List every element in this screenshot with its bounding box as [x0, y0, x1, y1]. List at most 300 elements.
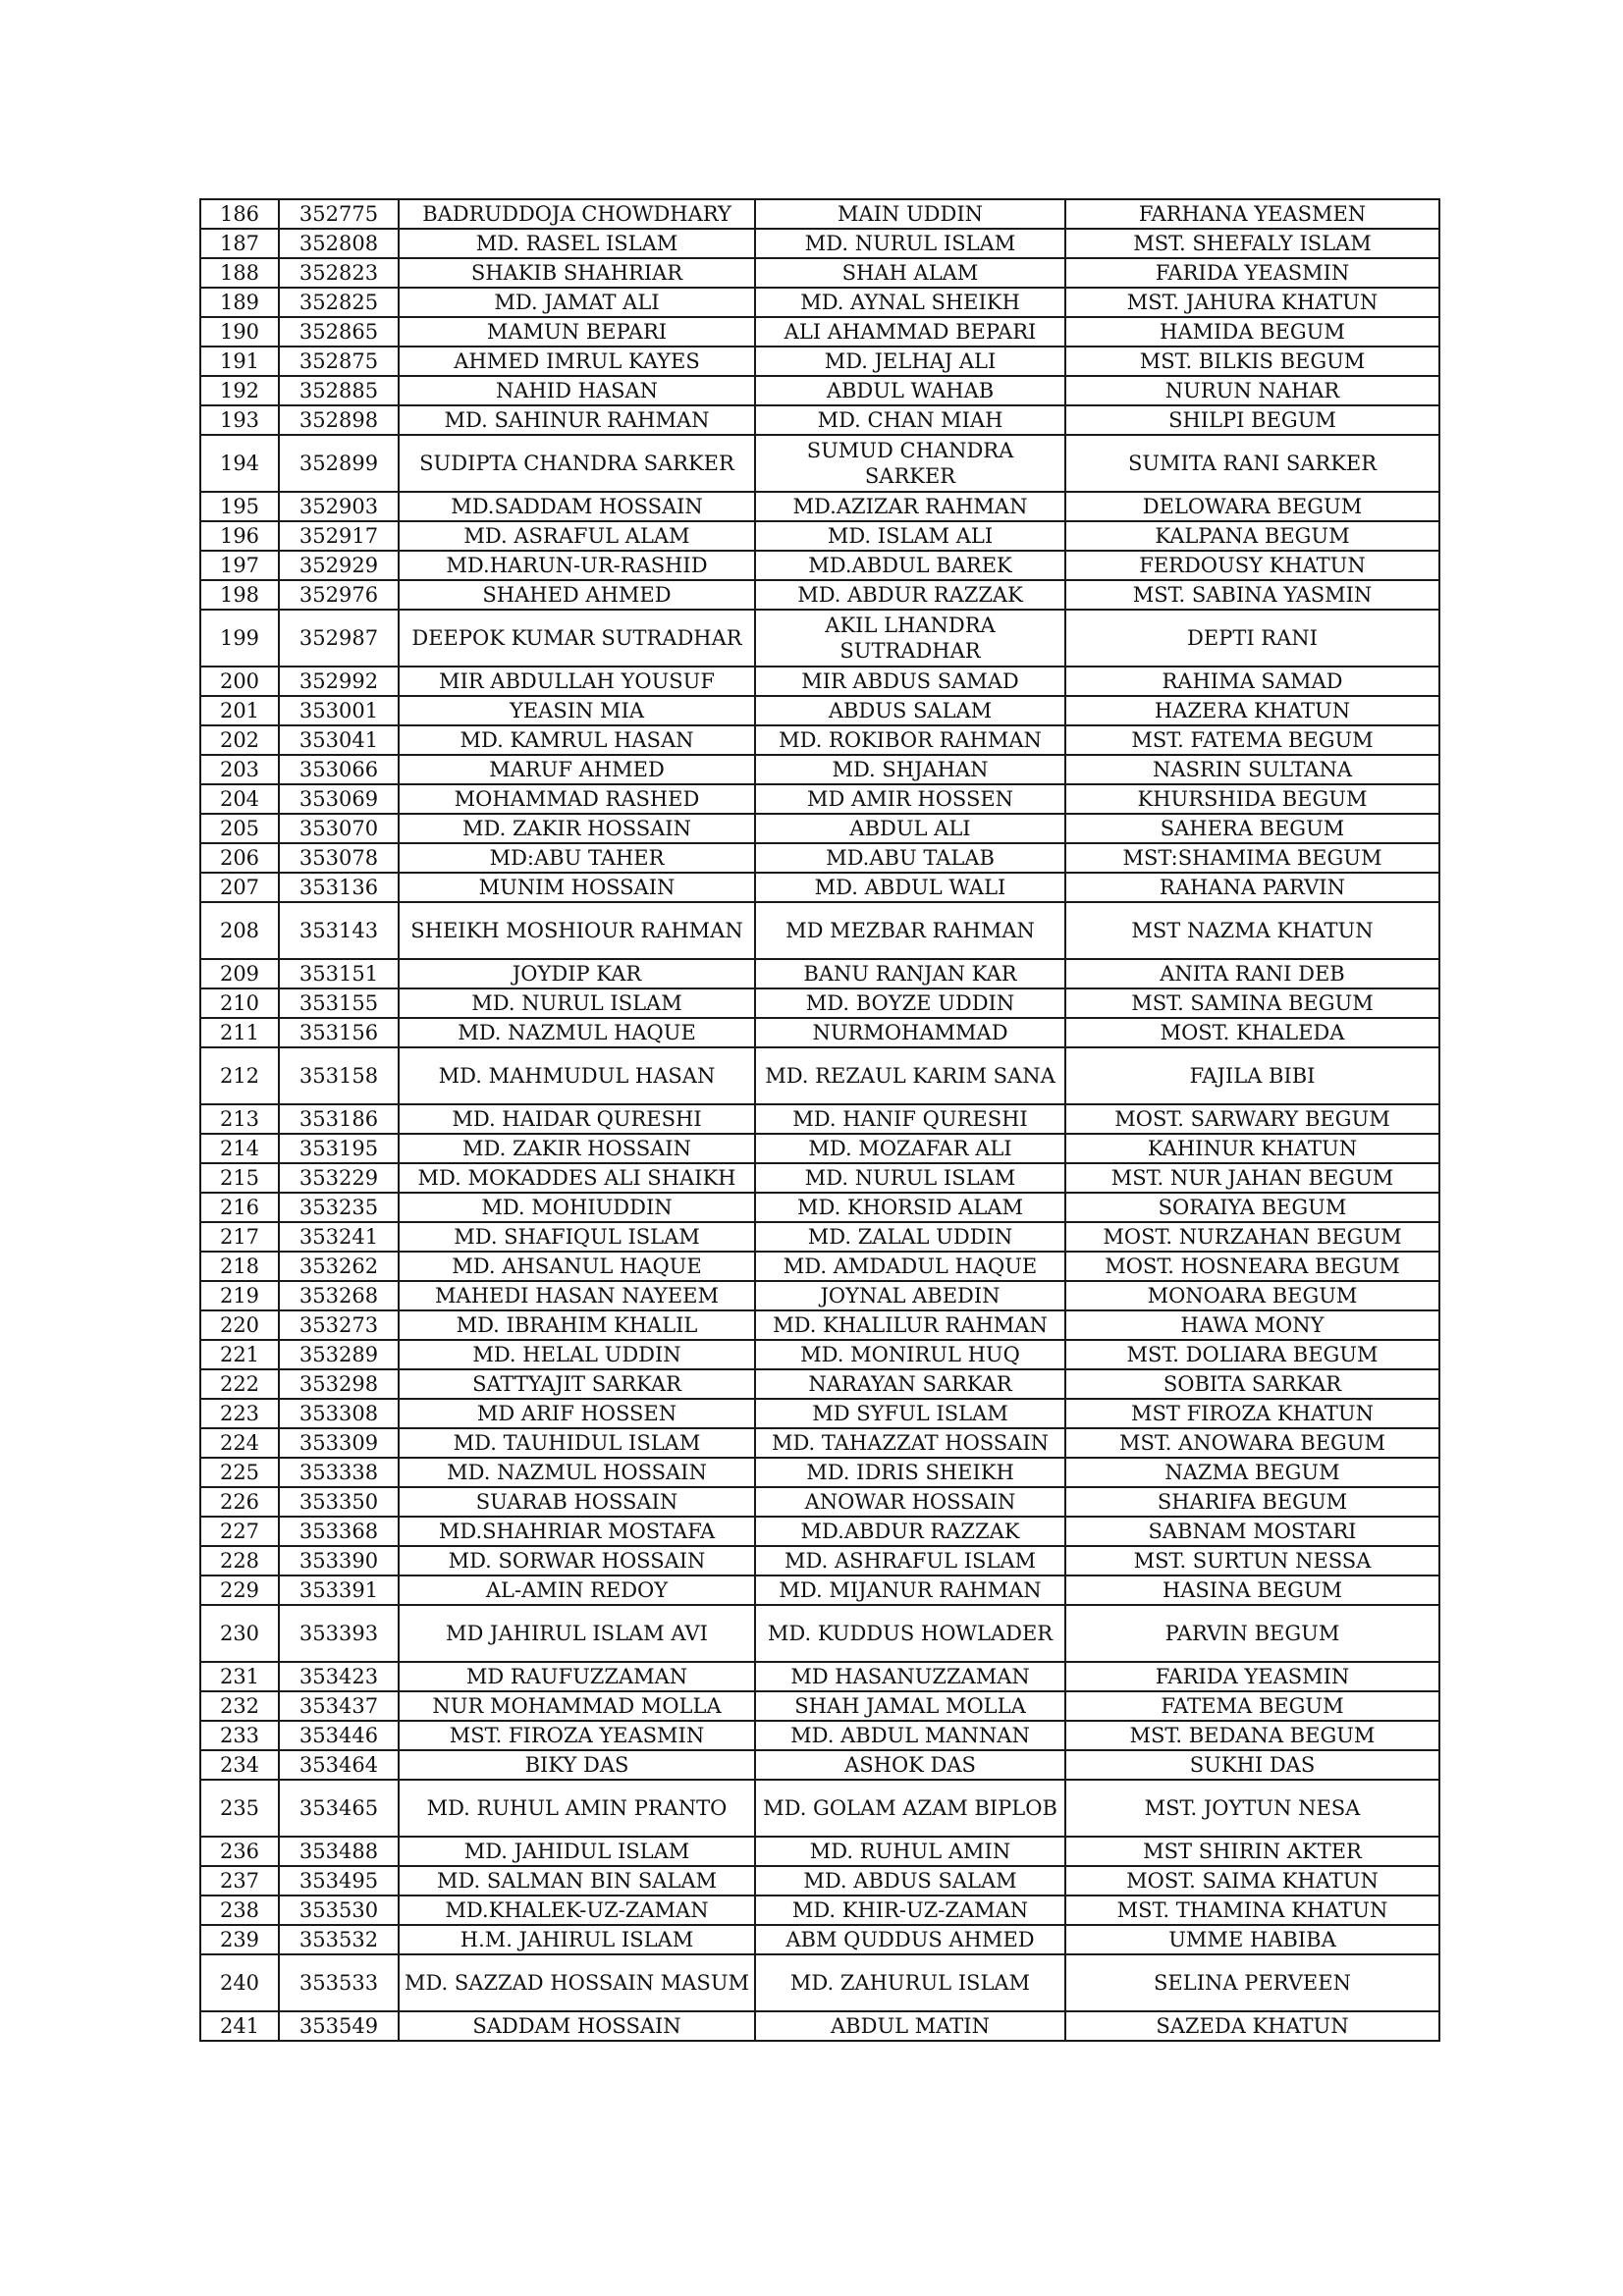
candidate-name-cell: NUR MOHAMMAD MOLLA — [399, 1691, 755, 1721]
mother-name-cell: MST. NUR JAHAN BEGUM — [1065, 1163, 1439, 1193]
mother-name-cell: FARIDA YEASMIN — [1065, 1662, 1439, 1691]
father-name-cell: SHAH ALAM — [755, 258, 1065, 288]
serial-number-cell: 235 — [200, 1780, 279, 1837]
candidate-name-cell: MD. MAHMUDUL HASAN — [399, 1047, 755, 1104]
mother-name-cell: MST. SHEFALY ISLAM — [1065, 229, 1439, 258]
serial-number-cell: 211 — [200, 1018, 279, 1047]
serial-number-cell: 203 — [200, 755, 279, 784]
mother-name-cell: SHARIFA BEGUM — [1065, 1487, 1439, 1517]
roll-number-cell: 353391 — [279, 1575, 399, 1605]
candidate-name-cell: DEEPOK KUMAR SUTRADHAR — [399, 610, 755, 667]
table-row — [200, 1575, 1439, 1605]
table-row — [200, 988, 1439, 1018]
candidate-name-cell: MD. NURUL ISLAM — [399, 988, 755, 1018]
father-name-cell: MD. MONIRUL HUQ — [755, 1340, 1065, 1369]
table-row — [200, 667, 1439, 696]
father-name-cell: MD. CHAN MIAH — [755, 405, 1065, 435]
roll-number-cell: 352875 — [279, 347, 399, 376]
candidate-name-cell: SHAHED AHMED — [399, 580, 755, 610]
candidate-name-cell: BADRUDDOJA CHOWDHARY — [399, 199, 755, 229]
serial-number-cell: 225 — [200, 1458, 279, 1487]
candidate-name-cell: MD ARIF HOSSEN — [399, 1399, 755, 1428]
mother-name-cell: HASINA BEGUM — [1065, 1575, 1439, 1605]
roll-number-cell: 353041 — [279, 725, 399, 755]
candidate-name-cell: MD. NAZMUL HAQUE — [399, 1018, 755, 1047]
father-name-cell: MD. TAHAZZAT HOSSAIN — [755, 1428, 1065, 1458]
serial-number-cell: 204 — [200, 784, 279, 814]
father-name-cell: MD. KHORSID ALAM — [755, 1193, 1065, 1222]
mother-name-cell: FAJILA BIBI — [1065, 1047, 1439, 1104]
father-name-cell: MD. NURUL ISLAM — [755, 229, 1065, 258]
father-name-cell: MD. ASHRAFUL ISLAM — [755, 1546, 1065, 1575]
serial-number-cell: 190 — [200, 317, 279, 347]
table-row — [200, 843, 1439, 873]
table-row — [200, 814, 1439, 843]
roll-number-cell: 353069 — [279, 784, 399, 814]
roll-number-cell: 353308 — [279, 1399, 399, 1428]
roll-number-cell: 353155 — [279, 988, 399, 1018]
candidate-name-cell: MD. SORWAR HOSSAIN — [399, 1546, 755, 1575]
father-name-cell: MD. NURUL ISLAM — [755, 1163, 1065, 1193]
mother-name-cell: MST. JOYTUN NESA — [1065, 1780, 1439, 1837]
roll-number-cell: 353078 — [279, 843, 399, 873]
roll-number-cell: 353465 — [279, 1780, 399, 1837]
father-name-cell: MD HASANUZZAMAN — [755, 1662, 1065, 1691]
father-name-cell: MD. REZAUL KARIM SANA — [755, 1047, 1065, 1104]
serial-number-cell: 209 — [200, 959, 279, 988]
table-row — [200, 1163, 1439, 1193]
roll-number-cell: 353070 — [279, 814, 399, 843]
father-name-cell: MD. JELHAJ ALI — [755, 347, 1065, 376]
serial-number-cell: 220 — [200, 1310, 279, 1340]
table-row — [200, 873, 1439, 902]
serial-number-cell: 219 — [200, 1281, 279, 1310]
table-row — [200, 1399, 1439, 1428]
table-row — [200, 1134, 1439, 1163]
table-row — [200, 610, 1439, 667]
serial-number-cell: 186 — [200, 199, 279, 229]
father-name-cell: BANU RANJAN KAR — [755, 959, 1065, 988]
roll-number-cell: 352917 — [279, 521, 399, 551]
candidate-name-cell: MUNIM HOSSAIN — [399, 873, 755, 902]
serial-number-cell: 191 — [200, 347, 279, 376]
serial-number-cell: 241 — [200, 2011, 279, 2041]
candidate-name-cell: MD. KAMRUL HASAN — [399, 725, 755, 755]
candidate-name-cell: SUARAB HOSSAIN — [399, 1487, 755, 1517]
father-name-cell: SHAH JAMAL MOLLA — [755, 1691, 1065, 1721]
serial-number-cell: 205 — [200, 814, 279, 843]
father-name-cell: ANOWAR HOSSAIN — [755, 1487, 1065, 1517]
father-name-cell: ALI AHAMMAD BEPARI — [755, 317, 1065, 347]
father-name-cell: MD. HANIF QURESHI — [755, 1104, 1065, 1134]
roll-number-cell: 352987 — [279, 610, 399, 667]
serial-number-cell: 217 — [200, 1222, 279, 1252]
mother-name-cell: SAZEDA KHATUN — [1065, 2011, 1439, 2041]
table-row — [200, 1428, 1439, 1458]
candidate-name-cell: SATTYAJIT SARKAR — [399, 1369, 755, 1399]
table-row — [200, 1780, 1439, 1837]
mother-name-cell: MST. DOLIARA BEGUM — [1065, 1340, 1439, 1369]
candidate-name-cell: SADDAM HOSSAIN — [399, 2011, 755, 2041]
mother-name-cell: SOBITA SARKAR — [1065, 1369, 1439, 1399]
roll-number-cell: 353390 — [279, 1546, 399, 1575]
table-row — [200, 405, 1439, 435]
table-row — [200, 199, 1439, 229]
serial-number-cell: 236 — [200, 1837, 279, 1866]
roll-number-cell: 353488 — [279, 1837, 399, 1866]
serial-number-cell: 206 — [200, 843, 279, 873]
father-name-cell: MD. ZAHURUL ISLAM — [755, 1954, 1065, 2011]
serial-number-cell: 218 — [200, 1252, 279, 1281]
candidate-name-cell: MIR ABDULLAH YOUSUF — [399, 667, 755, 696]
serial-number-cell: 239 — [200, 1925, 279, 1954]
candidate-name-cell: NAHID HASAN — [399, 376, 755, 405]
serial-number-cell: 234 — [200, 1750, 279, 1780]
mother-name-cell: MST. SAMINA BEGUM — [1065, 988, 1439, 1018]
candidate-name-cell: AL-AMIN REDOY — [399, 1575, 755, 1605]
candidate-name-cell: SHAKIB SHAHRIAR — [399, 258, 755, 288]
candidate-name-cell: MD. HAIDAR QURESHI — [399, 1104, 755, 1134]
mother-name-cell: SORAIYA BEGUM — [1065, 1193, 1439, 1222]
serial-number-cell: 187 — [200, 229, 279, 258]
father-name-cell: SUMUD CHANDRA SARKER — [755, 435, 1065, 492]
candidate-name-cell: MD:ABU TAHER — [399, 843, 755, 873]
father-name-cell: NURMOHAMMAD — [755, 1018, 1065, 1047]
roll-number-cell: 352898 — [279, 405, 399, 435]
serial-number-cell: 228 — [200, 1546, 279, 1575]
table-row — [200, 1866, 1439, 1896]
candidate-name-cell: MD RAUFUZZAMAN — [399, 1662, 755, 1691]
father-name-cell: MD. ABDUR RAZZAK — [755, 580, 1065, 610]
father-name-cell: MD. ABDUL MANNAN — [755, 1721, 1065, 1750]
table-row — [200, 1691, 1439, 1721]
serial-number-cell: 224 — [200, 1428, 279, 1458]
table-row — [200, 2011, 1439, 2041]
mother-name-cell: KAHINUR KHATUN — [1065, 1134, 1439, 1163]
candidate-name-cell: MAHEDI HASAN NAYEEM — [399, 1281, 755, 1310]
mother-name-cell: MST:SHAMIMA BEGUM — [1065, 843, 1439, 873]
father-name-cell: MD. KUDDUS HOWLADER — [755, 1605, 1065, 1662]
candidate-name-cell: MD. TAUHIDUL ISLAM — [399, 1428, 755, 1458]
table-row — [200, 492, 1439, 521]
table-row — [200, 755, 1439, 784]
serial-number-cell: 207 — [200, 873, 279, 902]
father-name-cell: MD. KHIR-UZ-ZAMAN — [755, 1896, 1065, 1925]
serial-number-cell: 216 — [200, 1193, 279, 1222]
mother-name-cell: SELINA PERVEEN — [1065, 1954, 1439, 2011]
roll-number-cell: 352775 — [279, 199, 399, 229]
serial-number-cell: 199 — [200, 610, 279, 667]
roll-number-cell: 353368 — [279, 1517, 399, 1546]
serial-number-cell: 212 — [200, 1047, 279, 1104]
father-name-cell: MD. MOZAFAR ALI — [755, 1134, 1065, 1163]
candidate-name-cell: MD.SADDAM HOSSAIN — [399, 492, 755, 521]
father-name-cell: ASHOK DAS — [755, 1750, 1065, 1780]
father-name-cell: MD.ABDUL BAREK — [755, 551, 1065, 580]
roll-number-cell: 353309 — [279, 1428, 399, 1458]
table-row — [200, 1310, 1439, 1340]
roll-number-cell: 353495 — [279, 1866, 399, 1896]
father-name-cell: MD. RUHUL AMIN — [755, 1837, 1065, 1866]
serial-number-cell: 202 — [200, 725, 279, 755]
roll-number-cell: 353423 — [279, 1662, 399, 1691]
father-name-cell: MD MEZBAR RAHMAN — [755, 902, 1065, 959]
serial-number-cell: 230 — [200, 1605, 279, 1662]
mother-name-cell: FERDOUSY KHATUN — [1065, 551, 1439, 580]
roll-number-cell: 353229 — [279, 1163, 399, 1193]
father-name-cell: AKIL LHANDRA SUTRADHAR — [755, 610, 1065, 667]
roll-number-cell: 353446 — [279, 1721, 399, 1750]
father-name-cell: ABM QUDDUS AHMED — [755, 1925, 1065, 1954]
father-name-cell: ABDUL ALI — [755, 814, 1065, 843]
candidate-name-cell: MOHAMMAD RASHED — [399, 784, 755, 814]
candidate-name-cell: MD. ZAKIR HOSSAIN — [399, 1134, 755, 1163]
serial-number-cell: 192 — [200, 376, 279, 405]
father-name-cell: MD. SHJAHAN — [755, 755, 1065, 784]
serial-number-cell: 194 — [200, 435, 279, 492]
mother-name-cell: MST. BILKIS BEGUM — [1065, 347, 1439, 376]
roll-number-cell: 353262 — [279, 1252, 399, 1281]
table-row — [200, 1750, 1439, 1780]
candidate-name-cell: MD. SAHINUR RAHMAN — [399, 405, 755, 435]
serial-number-cell: 231 — [200, 1662, 279, 1691]
candidate-table — [199, 198, 1440, 2042]
serial-number-cell: 233 — [200, 1721, 279, 1750]
mother-name-cell: MST. SABINA YASMIN — [1065, 580, 1439, 610]
mother-name-cell: MST FIROZA KHATUN — [1065, 1399, 1439, 1428]
roll-number-cell: 353393 — [279, 1605, 399, 1662]
candidate-name-cell: MD. IBRAHIM KHALIL — [399, 1310, 755, 1340]
mother-name-cell: PARVIN BEGUM — [1065, 1605, 1439, 1662]
roll-number-cell: 352865 — [279, 317, 399, 347]
roll-number-cell: 353001 — [279, 696, 399, 725]
table-row — [200, 902, 1439, 959]
table-row — [200, 258, 1439, 288]
father-name-cell: MD. ISLAM ALI — [755, 521, 1065, 551]
mother-name-cell: FARIDA YEASMIN — [1065, 258, 1439, 288]
candidate-name-cell: MD. HELAL UDDIN — [399, 1340, 755, 1369]
table-row — [200, 696, 1439, 725]
roll-number-cell: 353273 — [279, 1310, 399, 1340]
serial-number-cell: 223 — [200, 1399, 279, 1428]
candidate-name-cell: MD. RASEL ISLAM — [399, 229, 755, 258]
mother-name-cell: MOST. KHALEDA — [1065, 1018, 1439, 1047]
father-name-cell: MD. GOLAM AZAM BIPLOB — [755, 1780, 1065, 1837]
father-name-cell: JOYNAL ABEDIN — [755, 1281, 1065, 1310]
mother-name-cell: RAHIMA SAMAD — [1065, 667, 1439, 696]
roll-number-cell: 353532 — [279, 1925, 399, 1954]
table-row — [200, 1721, 1439, 1750]
mother-name-cell: MST SHIRIN AKTER — [1065, 1837, 1439, 1866]
father-name-cell: MIR ABDUS SAMAD — [755, 667, 1065, 696]
roll-number-cell: 353186 — [279, 1104, 399, 1134]
mother-name-cell: KALPANA BEGUM — [1065, 521, 1439, 551]
serial-number-cell: 215 — [200, 1163, 279, 1193]
table-row — [200, 1252, 1439, 1281]
table-row — [200, 1458, 1439, 1487]
roll-number-cell: 352808 — [279, 229, 399, 258]
serial-number-cell: 188 — [200, 258, 279, 288]
serial-number-cell: 221 — [200, 1340, 279, 1369]
mother-name-cell: MST. SURTUN NESSA — [1065, 1546, 1439, 1575]
mother-name-cell: MST. JAHURA KHATUN — [1065, 288, 1439, 317]
candidate-name-cell: MD. ASRAFUL ALAM — [399, 521, 755, 551]
roll-number-cell: 352885 — [279, 376, 399, 405]
serial-number-cell: 238 — [200, 1896, 279, 1925]
father-name-cell: MD AMIR HOSSEN — [755, 784, 1065, 814]
candidate-name-cell: MD. AHSANUL HAQUE — [399, 1252, 755, 1281]
serial-number-cell: 189 — [200, 288, 279, 317]
candidate-name-cell: MD. MOKADDES ALI SHAIKH — [399, 1163, 755, 1193]
roll-number-cell: 353156 — [279, 1018, 399, 1047]
table-body — [200, 199, 1439, 2041]
father-name-cell: MD.ABDUR RAZZAK — [755, 1517, 1065, 1546]
serial-number-cell: 193 — [200, 405, 279, 435]
roll-number-cell: 353268 — [279, 1281, 399, 1310]
serial-number-cell: 237 — [200, 1866, 279, 1896]
father-name-cell: MD. MIJANUR RAHMAN — [755, 1575, 1065, 1605]
mother-name-cell: KHURSHIDA BEGUM — [1065, 784, 1439, 814]
candidate-name-cell: AHMED IMRUL KAYES — [399, 347, 755, 376]
mother-name-cell: NURUN NAHAR — [1065, 376, 1439, 405]
table-row — [200, 1546, 1439, 1575]
roll-number-cell: 352903 — [279, 492, 399, 521]
roll-number-cell: 352899 — [279, 435, 399, 492]
table-row — [200, 376, 1439, 405]
roll-number-cell: 353350 — [279, 1487, 399, 1517]
serial-number-cell: 201 — [200, 696, 279, 725]
mother-name-cell: HAWA MONY — [1065, 1310, 1439, 1340]
candidate-name-cell: MST. FIROZA YEASMIN — [399, 1721, 755, 1750]
mother-name-cell: MOST. SARWARY BEGUM — [1065, 1104, 1439, 1134]
roll-number-cell: 353437 — [279, 1691, 399, 1721]
serial-number-cell: 214 — [200, 1134, 279, 1163]
father-name-cell: ABDUL MATIN — [755, 2011, 1065, 2041]
father-name-cell: MAIN UDDIN — [755, 199, 1065, 229]
candidate-name-cell: MD.KHALEK-UZ-ZAMAN — [399, 1896, 755, 1925]
table-row — [200, 1047, 1439, 1104]
roll-number-cell: 352976 — [279, 580, 399, 610]
serial-number-cell: 210 — [200, 988, 279, 1018]
mother-name-cell: ANITA RANI DEB — [1065, 959, 1439, 988]
mother-name-cell: SAHERA BEGUM — [1065, 814, 1439, 843]
candidate-name-cell: MD. JAHIDUL ISLAM — [399, 1837, 755, 1866]
roll-number-cell: 353143 — [279, 902, 399, 959]
table-row — [200, 1487, 1439, 1517]
candidate-name-cell: H.M. JAHIRUL ISLAM — [399, 1925, 755, 1954]
roll-number-cell: 353195 — [279, 1134, 399, 1163]
mother-name-cell: MST. ANOWARA BEGUM — [1065, 1428, 1439, 1458]
table-row — [200, 580, 1439, 610]
father-name-cell: MD. KHALILUR RAHMAN — [755, 1310, 1065, 1340]
table-row — [200, 1662, 1439, 1691]
serial-number-cell: 196 — [200, 521, 279, 551]
mother-name-cell: NAZMA BEGUM — [1065, 1458, 1439, 1487]
candidate-name-cell: JOYDIP KAR — [399, 959, 755, 988]
mother-name-cell: FATEMA BEGUM — [1065, 1691, 1439, 1721]
table-row — [200, 229, 1439, 258]
roll-number-cell: 353298 — [279, 1369, 399, 1399]
roll-number-cell: 353530 — [279, 1896, 399, 1925]
serial-number-cell: 229 — [200, 1575, 279, 1605]
table-row — [200, 521, 1439, 551]
table-row — [200, 1517, 1439, 1546]
table-row — [200, 551, 1439, 580]
mother-name-cell: MST. FATEMA BEGUM — [1065, 725, 1439, 755]
candidate-name-cell: MD. ZAKIR HOSSAIN — [399, 814, 755, 843]
roll-number-cell: 353066 — [279, 755, 399, 784]
mother-name-cell: SUKHI DAS — [1065, 1750, 1439, 1780]
father-name-cell: MD. ZALAL UDDIN — [755, 1222, 1065, 1252]
roll-number-cell: 352825 — [279, 288, 399, 317]
table-row — [200, 959, 1439, 988]
roll-number-cell: 353549 — [279, 2011, 399, 2041]
roll-number-cell: 353289 — [279, 1340, 399, 1369]
table-row — [200, 288, 1439, 317]
candidate-name-cell: MD. NAZMUL HOSSAIN — [399, 1458, 755, 1487]
candidate-name-cell: SUDIPTA CHANDRA SARKER — [399, 435, 755, 492]
table-row — [200, 784, 1439, 814]
roll-number-cell: 353136 — [279, 873, 399, 902]
serial-number-cell: 198 — [200, 580, 279, 610]
father-name-cell: MD.ABU TALAB — [755, 843, 1065, 873]
father-name-cell: MD SYFUL ISLAM — [755, 1399, 1065, 1428]
candidate-name-cell: YEASIN MIA — [399, 696, 755, 725]
mother-name-cell: SUMITA RANI SARKER — [1065, 435, 1439, 492]
table-row — [200, 1193, 1439, 1222]
roll-number-cell: 353464 — [279, 1750, 399, 1780]
roll-number-cell: 353158 — [279, 1047, 399, 1104]
serial-number-cell: 208 — [200, 902, 279, 959]
table-row — [200, 1605, 1439, 1662]
serial-number-cell: 200 — [200, 667, 279, 696]
father-name-cell: MD. IDRIS SHEIKH — [755, 1458, 1065, 1487]
father-name-cell: ABDUL WAHAB — [755, 376, 1065, 405]
table-row — [200, 1954, 1439, 2011]
mother-name-cell: NASRIN SULTANA — [1065, 755, 1439, 784]
table-row — [200, 347, 1439, 376]
serial-number-cell: 195 — [200, 492, 279, 521]
table-row — [200, 317, 1439, 347]
mother-name-cell: MST. BEDANA BEGUM — [1065, 1721, 1439, 1750]
mother-name-cell: MOST. HOSNEARA BEGUM — [1065, 1252, 1439, 1281]
candidate-name-cell: BIKY DAS — [399, 1750, 755, 1780]
candidate-name-cell: MD. JAMAT ALI — [399, 288, 755, 317]
roll-number-cell: 352992 — [279, 667, 399, 696]
serial-number-cell: 227 — [200, 1517, 279, 1546]
candidate-name-cell: MD.SHAHRIAR MOSTAFA — [399, 1517, 755, 1546]
father-name-cell: NARAYAN SARKAR — [755, 1369, 1065, 1399]
candidate-name-cell: MD. SALMAN BIN SALAM — [399, 1866, 755, 1896]
mother-name-cell: FARHANA YEASMEN — [1065, 199, 1439, 229]
table-row — [200, 1896, 1439, 1925]
roll-number-cell: 353151 — [279, 959, 399, 988]
serial-number-cell: 222 — [200, 1369, 279, 1399]
father-name-cell: MD. BOYZE UDDIN — [755, 988, 1065, 1018]
serial-number-cell: 197 — [200, 551, 279, 580]
table-row — [200, 725, 1439, 755]
father-name-cell: MD. AYNAL SHEIKH — [755, 288, 1065, 317]
roll-number-cell: 353533 — [279, 1954, 399, 2011]
father-name-cell: ABDUS SALAM — [755, 696, 1065, 725]
table-row — [200, 1281, 1439, 1310]
father-name-cell: MD. AMDADUL HAQUE — [755, 1252, 1065, 1281]
table-row — [200, 435, 1439, 492]
father-name-cell: MD. ABDUL WALI — [755, 873, 1065, 902]
table-row — [200, 1925, 1439, 1954]
roll-number-cell: 352929 — [279, 551, 399, 580]
father-name-cell: MD. ROKIBOR RAHMAN — [755, 725, 1065, 755]
